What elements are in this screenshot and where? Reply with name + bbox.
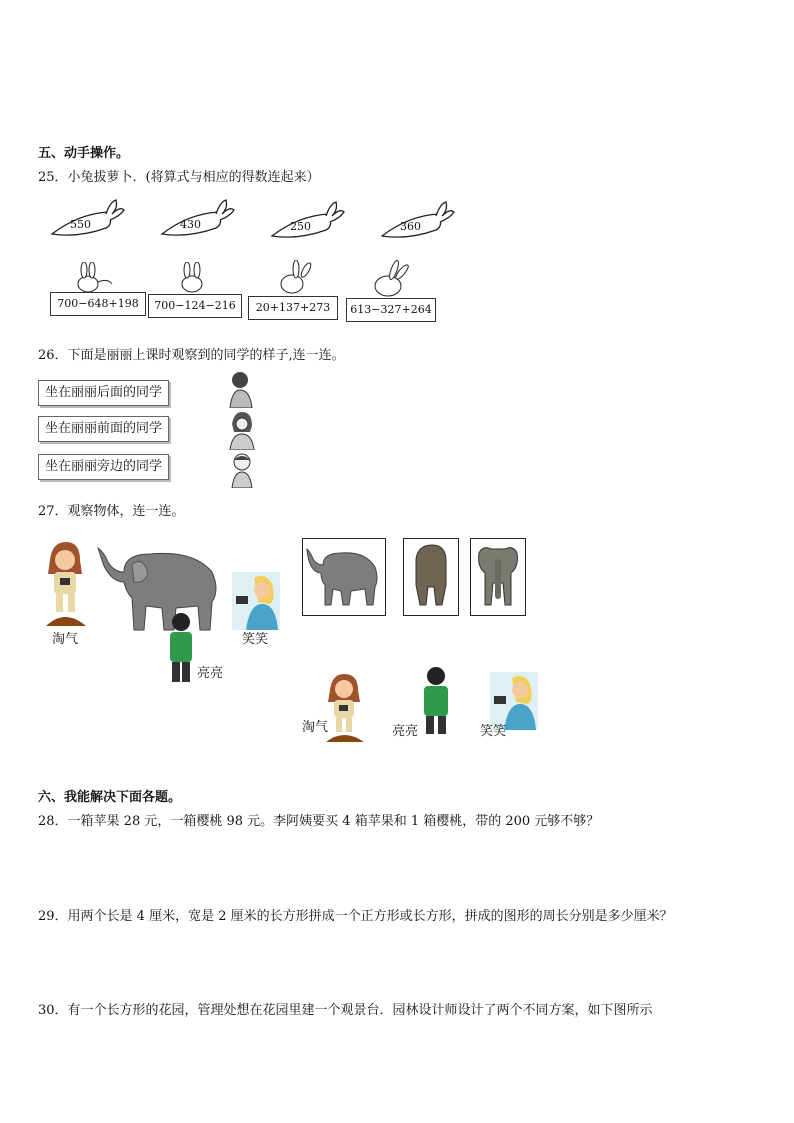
student-front-icon <box>226 410 258 450</box>
option-front[interactable]: 坐在丽丽前面的同学 <box>38 416 169 442</box>
view-front-frame[interactable] <box>470 538 526 616</box>
student-side-view <box>226 452 258 492</box>
carrot-icon <box>48 196 128 246</box>
option-side[interactable]: 坐在丽丽旁边的同学 <box>38 454 169 480</box>
rabbit-3 <box>274 260 318 300</box>
boy-backpack-icon <box>166 612 196 684</box>
student-back-icon <box>226 370 258 408</box>
student-back-view <box>226 370 258 412</box>
student-side-icon <box>226 452 258 488</box>
xiaoxiao-label-top: 笑笑 <box>242 632 269 647</box>
liangliang-figure-bottom[interactable] <box>420 666 452 740</box>
taoqi-label-bottom: 淘气 <box>302 720 329 735</box>
rabbit-icon <box>70 262 118 294</box>
q30-text: 30．有一个长方形的花园，管理处想在花园里建一个观景台．园林设计师设计了两个不同方案，如下图所示 <box>38 1003 653 1018</box>
carrot-4 <box>378 198 458 252</box>
student-front-view <box>226 410 258 454</box>
elephant-front-view-icon <box>471 539 525 615</box>
xiaoxiao-label-bottom: 笑笑 <box>480 724 507 739</box>
q27-text: 27．观察物体，连一连。 <box>38 504 185 519</box>
boy-backpack-icon <box>420 666 452 736</box>
liangliang-label-top: 亮亮 <box>197 666 224 681</box>
xiaoxiao-figure <box>232 572 280 634</box>
carrot-2 <box>158 196 238 250</box>
rabbit-icon <box>172 262 212 294</box>
q28-text: 28．一箱苹果 28 元，一箱樱桃 98 元。李阿姨要买 4 箱苹果和 1 箱樱桃，带的 200 元够不够？ <box>38 814 600 829</box>
view-back-frame[interactable] <box>403 538 459 616</box>
elephant-scene <box>94 542 226 638</box>
carrot-icon <box>268 198 348 248</box>
option-behind[interactable]: 坐在丽丽后面的同学 <box>38 380 169 406</box>
q29-text: 29．用两个长是 4 厘米，宽是 2 厘米的长方形拼成一个正方形或长方形，拼成的图形的周长分别是多少厘米？ <box>38 909 673 924</box>
rabbit-2 <box>172 262 212 298</box>
rabbit-4 <box>368 260 414 302</box>
expression-card-1[interactable]: 700−648+198 <box>50 292 146 316</box>
carrot-value: 250 <box>290 220 311 233</box>
rabbit-icon <box>368 260 414 298</box>
taoqi-label-top: 淘气 <box>52 632 79 647</box>
section5-title: 五、动手操作。 <box>38 146 130 161</box>
elephant-icon <box>94 542 226 634</box>
taoqi-figure <box>40 540 90 630</box>
expression-card-4[interactable]: 613−327+264 <box>346 298 436 322</box>
q25-text: 25．小兔拔萝卜．(将算式与相应的得数连起来） <box>38 170 320 185</box>
carrot-value: 550 <box>70 218 91 231</box>
carrot-value: 430 <box>180 218 201 231</box>
elephant-side-view-icon <box>303 539 385 615</box>
liangliang-label-bottom: 亮亮 <box>392 724 419 739</box>
liangliang-figure <box>166 612 196 688</box>
expression-card-2[interactable]: 700−124−216 <box>148 294 242 318</box>
elephant-back-view-icon <box>404 539 458 615</box>
carrot-3 <box>268 198 348 252</box>
carrot-value: 360 <box>400 220 421 233</box>
view-side-frame[interactable] <box>302 538 386 616</box>
taoqi-figure-bottom[interactable] <box>322 672 368 746</box>
expression-card-3[interactable]: 20+137+273 <box>248 296 338 320</box>
girl-camera-icon <box>40 540 90 626</box>
girl-photographer-icon <box>232 572 280 630</box>
carrot-1 <box>48 196 128 250</box>
q26-text: 26．下面是丽丽上课时观察到的同学的样子,连一连。 <box>38 348 345 363</box>
rabbit-icon <box>274 260 318 296</box>
carrot-icon <box>158 196 238 246</box>
carrot-icon <box>378 198 458 248</box>
section6-title: 六、我能解决下面各题。 <box>38 790 182 805</box>
girl-camera-icon <box>322 672 368 742</box>
